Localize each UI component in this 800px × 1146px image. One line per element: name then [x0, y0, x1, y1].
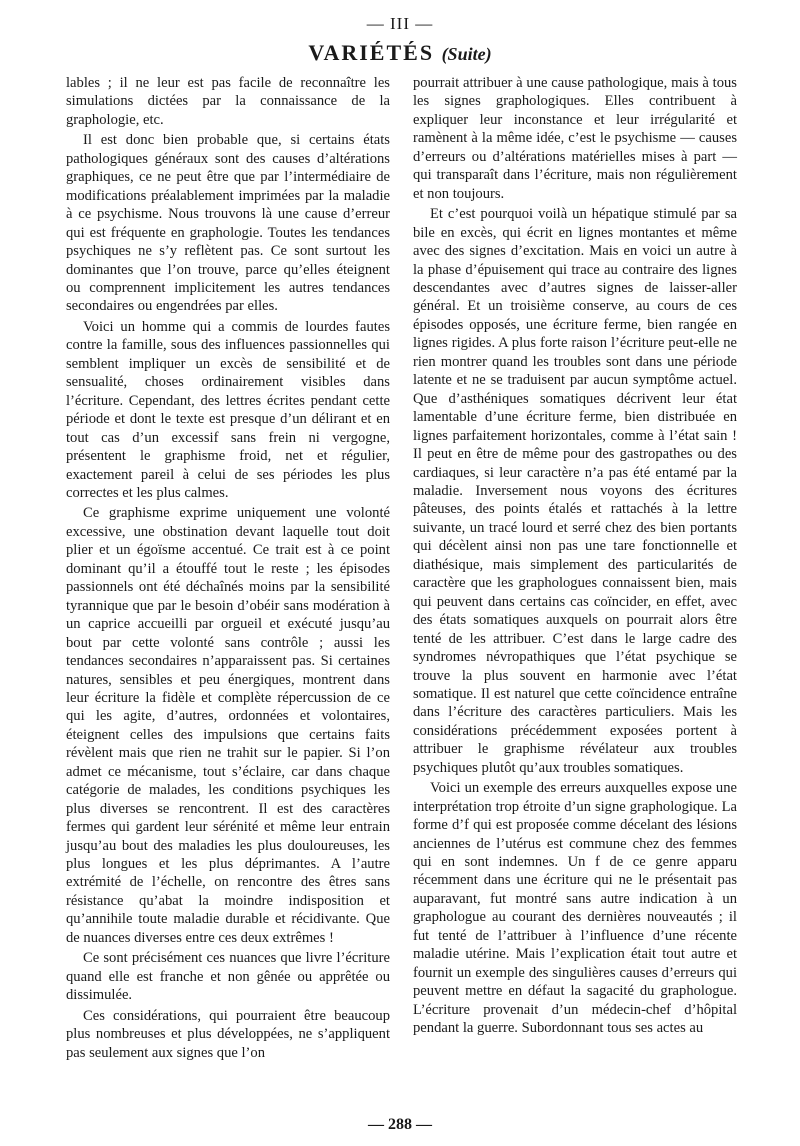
- paragraph: Et c’est pourquoi voilà un hépatique stimulé par sa bile en excès, qui écrit en lignes montantes et même avec des signes d’excitation. Mais en voici un autre à la phase d’épuisement qui trace au contraire des lignes descendantes avec d’autres signes de laisser-aller général. Et un troisième conserve, au cours de ces épisodes opposés, une écriture ferme, bien rangée en lignes rigides. A plus forte raison l’écriture peut-elle ne rien montrer quand les troubles sont dans une période latente et ne se traduisent par aucun symptôme actuel. Que d’asthéniques somatiques décrivent leur état lamentable d’une écriture ferme, bien distribuée en lignes parfaitement horizontales, comme à l’état sain ! Il peut en être de même pour des gastropathes ou des cardiaques, si leur caractère n’a pas été entamé par la maladie. Inversement nous voyons des écritures pâteuses, des points étalés et rattachés à la lettre suivante, un tracé lourd et serré chez des bien portants qui décèlent ainsi non pas une tare fonctionnelle et diathésique, mais simplement des particularités de caractère que les graphologues connaissent bien, mais qui peuvent dans certains cas coïncider, en effet, avec des états somatiques auxquels on pourrait alors être tenté de les attribuer. C’est dans le large cadre des syndromes névropathiques que l’état psychique se trouve la plus souvent en harmonie avec l’état somatique. Il est naturel que cette coïncidence entraîne dans l’écriture des caractères particuliers. Mais les considérations précédemment exposées portent à attribuer le graphisme révélateur aux troubles psychiques plutôt qu’aux troubles somatiques.: [413, 206, 737, 776]
- paragraph: pourrait attribuer à une cause pathologique, mais à tous les signes graphologiques. Elles contribuent à expliquer leur inconstance et leur irrégularité et ramènent à la même idée, c’est le psychisme — causes d’erreurs ou d’altérations matérielles mises à part — qui transparaît dans l’écriture, mais non régulièrement et non toujours.: [413, 75, 737, 202]
- paragraph: Ces considérations, qui pourraient être beaucoup plus nombreuses et plus développées, ne s’appliquent pas seulement aux signes que l’on: [66, 1007, 390, 1061]
- left-column: [66, 74, 390, 1062]
- paragraph: Il est donc bien probable que, si certains états pathologiques généraux sont des causes d’altérations graphiques, ce ne peut être que par l’intermédiaire de modifications préalablement imprimées par la maladie à ce psychisme. Nous trouvons là une cause d’erreur qui est fréquente en graphologie. Toutes les tendances psychiques ne s’y reflètent pas. Ce sont surtout les dominantes que l’on trouve, parce qu’elles éteignent ou comprennent implicitement les autres tendances secondaires ou engendrées par elles.: [66, 132, 390, 315]
- section-title-suite: (Suite): [441, 44, 492, 64]
- paragraph: Ce graphisme exprime uniquement une volonté excessive, une obstination devant laquelle tout doit plier et un égoïsme accentué. Ce trait est à ce point dominant qu’il a étouffé tout le reste ; les épisodes passionnels ont été déchaînés moins par la sensibilité tyrannique que par le besoin d’obéir sans modération à un caprice accueilli par orgueil et exécuté jusqu’au bout par cette volonté sans contrôle ; aussi les tendances secondaires n’apparaissent pas. Si certaines natures, sensibles et peu énergiques, montrent dans leur écriture la fidèle et complète répercussion de ce qui les agite, d’autres, ordonnées et volontaires, éteignent celles des impulsions que certains faits révèlent mais que rien ne trahit sur le papier. Si l’on admet ce mécanisme, tout s’éclaire, car dans chaque catégorie de malades, les conditions psychiques les plus diverses se rencontrent. Il est des caractères fermes qui gardent leur sérénité et même leur entrain jusqu’au bout des maladies les plus douloureuses, les plus longues et les plus déprimantes. A l’autre extrémité de l’échelle, on rencontre des êtres sans résistance qu’abat la moindre indisposition et qu’annihile toute maladie durable et récidivante. Que de nuances diverses entre ces deux extrêmes !: [66, 505, 390, 946]
- paragraph: lables ; il ne leur est pas facile de reconnaître les simulations dictées par la connaissance de la graphologie, etc.: [66, 75, 390, 128]
- page-number: — 288 —: [368, 1116, 432, 1133]
- section-title: [0, 40, 800, 66]
- paragraph: Voici un homme qui a commis de lourdes fautes contre la famille, sous des influences passionnelles qui semblent impliquer un excès de sensibilité et de sensualité, choses ordinairement visibles dans l’écriture. Cependant, des lettres écrites pendant cette période et dont le texte est presque d’un délirant et en tout cas d’un excessif sans frein ni vergogne, présentent le graphisme froid, net et régulier, exactement pareil à celui de ses périodes les plus correctes et les plus calmes.: [66, 318, 390, 501]
- roman-page-number: — III —: [366, 14, 434, 33]
- section-title-main: VARIÉTÉS: [308, 40, 435, 65]
- right-column: [413, 74, 737, 1038]
- paragraph: Ce sont précisément ces nuances que livre l’écriture quand elle est franche et non gênée ou apprêtée ou dissimulée.: [66, 950, 390, 1004]
- paragraph: Voici un exemple des erreurs auxquelles expose une interprétation trop étroite d’un signe graphologique. La forme d’f qui est proposée comme décelant des lésions anciennes de l’utérus est commune chez des femmes qui en sont indemnes. Un f de ce genre apparu récemment dans une écriture qui ne le présentait pas auparavant, fut montré sans autre indication à un graphologue au courant des dernières nouveautés ; il fut tenté de l’attribuer à l’influence d’une récente maladie utérine. Mais l’explication était tout autre et fournit un exemple des singulières causes d’erreurs qui peuvent mettre en défaut la sagacité du graphologue. L’écriture provenait d’un médecin-chef d’hôpital pendant la guerre. Subordonnant tous ses actes au: [413, 780, 737, 1037]
